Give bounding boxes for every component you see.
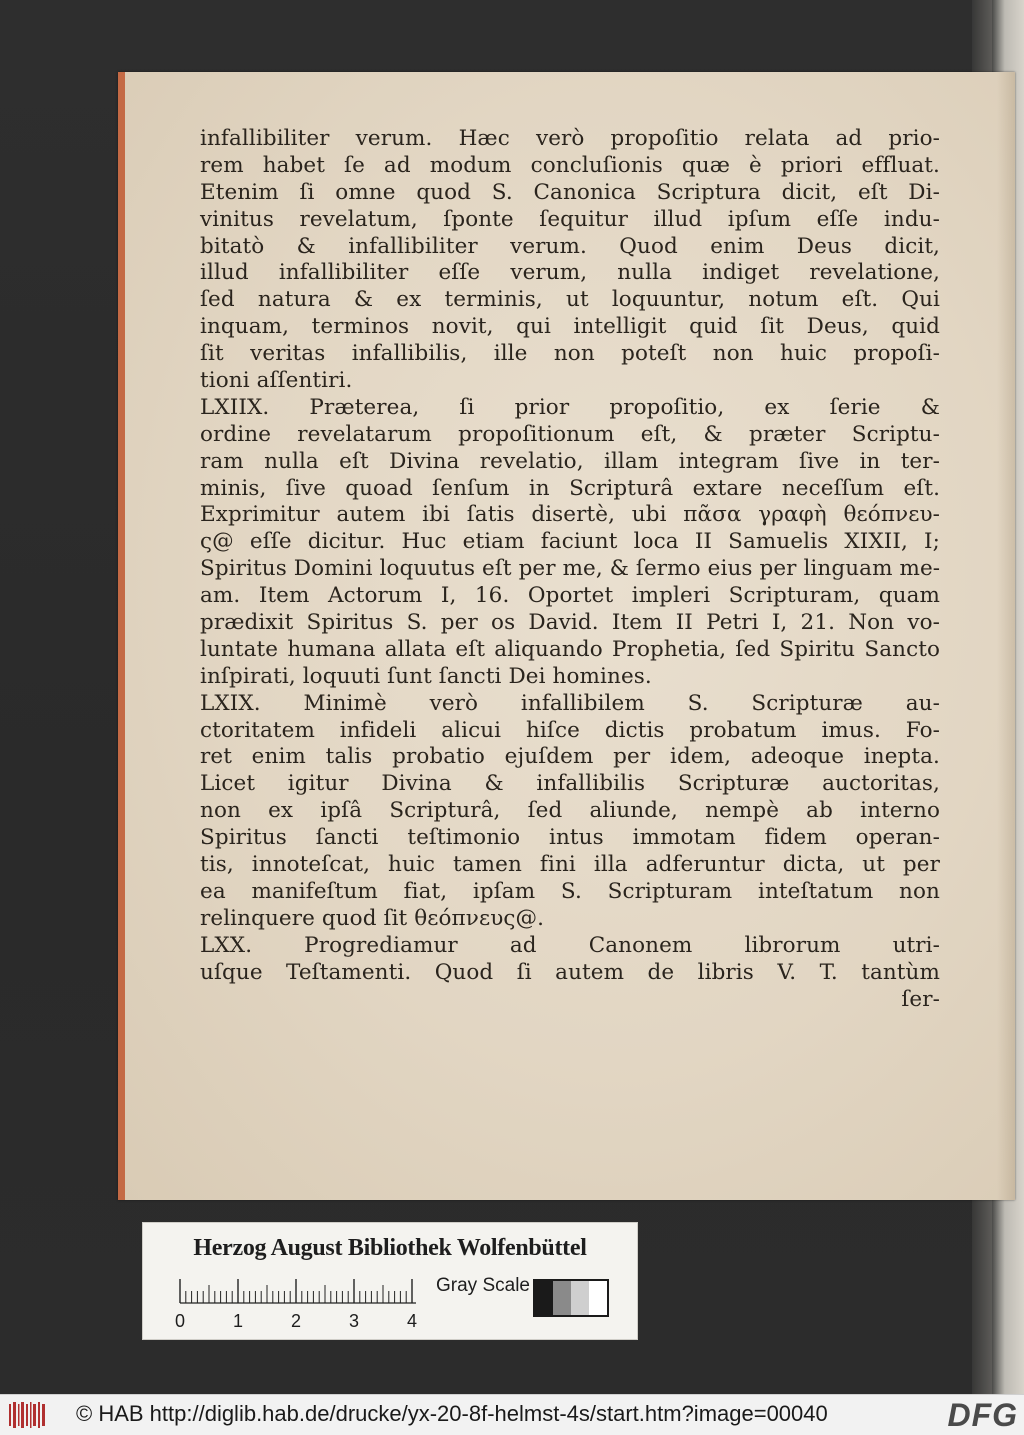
- ruler-number: 1: [233, 1311, 244, 1331]
- copyright-url[interactable]: © HAB http://diglib.hab.de/drucke/yx-20-8f-helmst-4s/start.htm?image=00040: [76, 1401, 828, 1426]
- dfg-logo: DFG: [947, 1397, 1018, 1433]
- text-line: illud infallibiliter eſſe verum, nulla indiget revelatione,: [200, 260, 940, 286]
- text-line: luntate humana allata eſt aliquando Prophetia, ſed Spiritu Sancto: [200, 636, 940, 662]
- text-line: Spiritus Domini loquutus eſt per me, & ſermo eius per linguam me-: [200, 556, 941, 582]
- text-line: Licet igitur Divina & infallibilis Scripturæ auctoritas,: [200, 771, 940, 797]
- gray-swatch: [535, 1281, 553, 1315]
- text-line: Etenim ſi omne quod S. Canonica Scriptura dicit, eſt Di-: [200, 179, 940, 205]
- library-title: Herzog August Bibliothek Wolfenbüttel: [193, 1235, 587, 1261]
- text-line: uſque Teſtamenti. Quod ſi autem de libris V. T. tantùm: [200, 959, 940, 985]
- text-line: bitatò & infallibiliter verum. Quod enim Deus dicit,: [200, 233, 940, 259]
- text-line: ea manifeſtum fiat, ipſam S. Scripturam inteſtatum non: [200, 878, 940, 904]
- text-line: infallibiliter verum. Hæc verò propoſitio relata ad prio-: [200, 126, 940, 151]
- gray-scale-swatches: [533, 1279, 609, 1317]
- text-line: prædixit Spiritus S. per os David. Item II Petri I, 21. Non vo-: [200, 610, 940, 636]
- text-line: LXX. Progrediamur ad Canonem librorum utri-: [200, 932, 940, 958]
- ruler-number: 0: [175, 1311, 186, 1331]
- hab-barcode-icon: [8, 1400, 48, 1430]
- gray-swatch: [589, 1281, 607, 1315]
- text-line: am. Item Actorum I, 16. Oportet impleri Scripturam, quam: [200, 583, 940, 609]
- text-line: inquam, terminos novit, qui intelligit quid ſit Deus, quid: [200, 314, 940, 340]
- footer-bar: [0, 1394, 1024, 1435]
- text-line: inſpirati, loquuti ſunt ſancti Dei homines.: [200, 663, 652, 689]
- text-line: ram nulla eſt Divina revelatio, illam integram ſive in ter-: [200, 448, 940, 474]
- text-line: LXIIX. Præterea, ſi prior propoſitio, ex ſerie &: [200, 394, 940, 420]
- text-line: ſit veritas infallibilis, ille non poteſt non huic propoſi-: [200, 341, 940, 367]
- ruler-number: 2: [291, 1311, 302, 1331]
- text-line: Spiritus ſancti teſtimonio intus immotam fidem operan-: [200, 825, 940, 851]
- text-line: ς@ eſſe dicitur. Huc etiam faciunt loca II Samuelis XIXII, I;: [200, 529, 940, 555]
- text-line: ordine revelatarum propoſitionum eſt, & præter Scriptu-: [200, 421, 940, 447]
- text-line: tis, innoteſcat, huic tamen fini illa adferuntur dicta, ut per: [200, 852, 940, 878]
- text-line: Exprimitur autem ibi ſatis disertè, ubi πᾶσα γραφὴ θεόπνευ-: [200, 502, 940, 528]
- text-line: tioni aſſentiri.: [200, 368, 353, 394]
- gray-scale-label: Gray Scale: [436, 1275, 530, 1296]
- text-line: vinitus revelatum, ſponte ſequitur illud ipſum eſſe indu-: [200, 206, 940, 232]
- text-line: LXIX. Minimè verò infallibilem S. Scripturæ au-: [200, 690, 940, 716]
- page-text: [200, 126, 940, 1013]
- text-line: ſed natura & ex terminis, ut loquuntur, notum eſt. Qui: [200, 287, 940, 313]
- gray-swatch: [571, 1281, 589, 1315]
- gray-swatch: [553, 1281, 571, 1315]
- text-line: minis, ſive quoad ſenſum in Scripturâ extare neceſſum eſt.: [200, 475, 940, 501]
- text-line: ſer-: [901, 986, 940, 1012]
- text-line: rem habet ſe ad modum concluſionis quæ è priori effluat.: [200, 152, 940, 178]
- text-line: relinquere quod ſit θεόπνευς@.: [200, 905, 545, 931]
- ruler-scale: [175, 1275, 418, 1331]
- text-line: ctoritatem infideli alicui hiſce dictis probatum imus. Fo-: [200, 717, 940, 743]
- scale-card: [142, 1222, 638, 1340]
- text-line: non ex ipſâ Scripturâ, ſed aliunde, nempè ab interno: [200, 798, 940, 824]
- ruler-number: 4: [407, 1311, 418, 1331]
- text-line: ret enim talis probatio ejuſdem per idem, adeoque inepta.: [200, 744, 940, 770]
- ruler-number: 3: [349, 1311, 360, 1331]
